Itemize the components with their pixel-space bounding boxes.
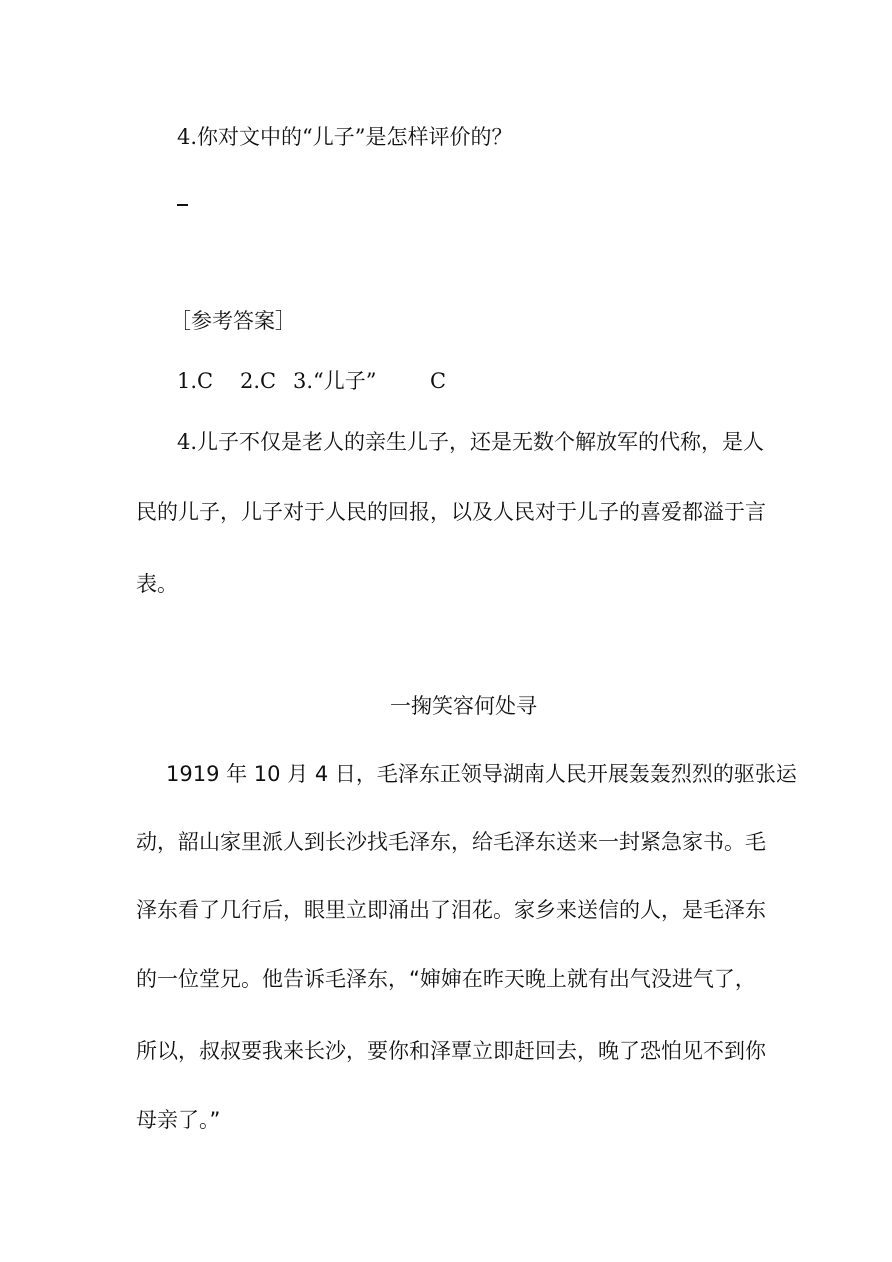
article-line-2: 动，韶山家里派人到长沙找毛泽东，给毛泽东送来一封紧急家书。毛 [136, 830, 766, 854]
answer-1: 1.C [177, 369, 214, 393]
question-4: 4.你对文中的“儿子”是怎样评价的？ [177, 125, 513, 149]
answer-2: 2.C [240, 369, 277, 393]
answer-3: 3.“儿子” [293, 369, 377, 393]
article-line-3: 泽东看了几行后，眼里立即涌出了泪花。家乡来送信的人，是毛泽东 [136, 898, 766, 922]
article-line-5: 所以，叔叔要我来长沙，要你和泽覃立即赶回去，晚了恐怕见不到你 [136, 1039, 766, 1063]
answer-4-line-2: 民的儿子，儿子对于人民的回报，以及人民对于儿子的喜爱都溢于言 [136, 500, 766, 524]
article-line-1: 1919 年 10 月 4 日，毛泽东正领导湖南人民开展轰轰烈烈的驱张运 [166, 762, 797, 786]
answer-3-choice: C [430, 369, 447, 393]
answer-heading: ［参考答案］ [170, 309, 296, 333]
answer-4-line-1: 4.儿子不仅是老人的亲生儿子，还是无数个解放军的代称，是人 [177, 430, 765, 454]
article-title: 一掬笑容何处寻 [390, 694, 537, 718]
answer-blank-line [177, 204, 188, 206]
answer-4-line-3: 表。 [136, 572, 178, 596]
article-line-4: 的一位堂兄。他告诉毛泽东，“婶婶在昨天晚上就有出气没进气了， [136, 967, 756, 991]
article-line-6: 母亲了。” [136, 1108, 221, 1132]
